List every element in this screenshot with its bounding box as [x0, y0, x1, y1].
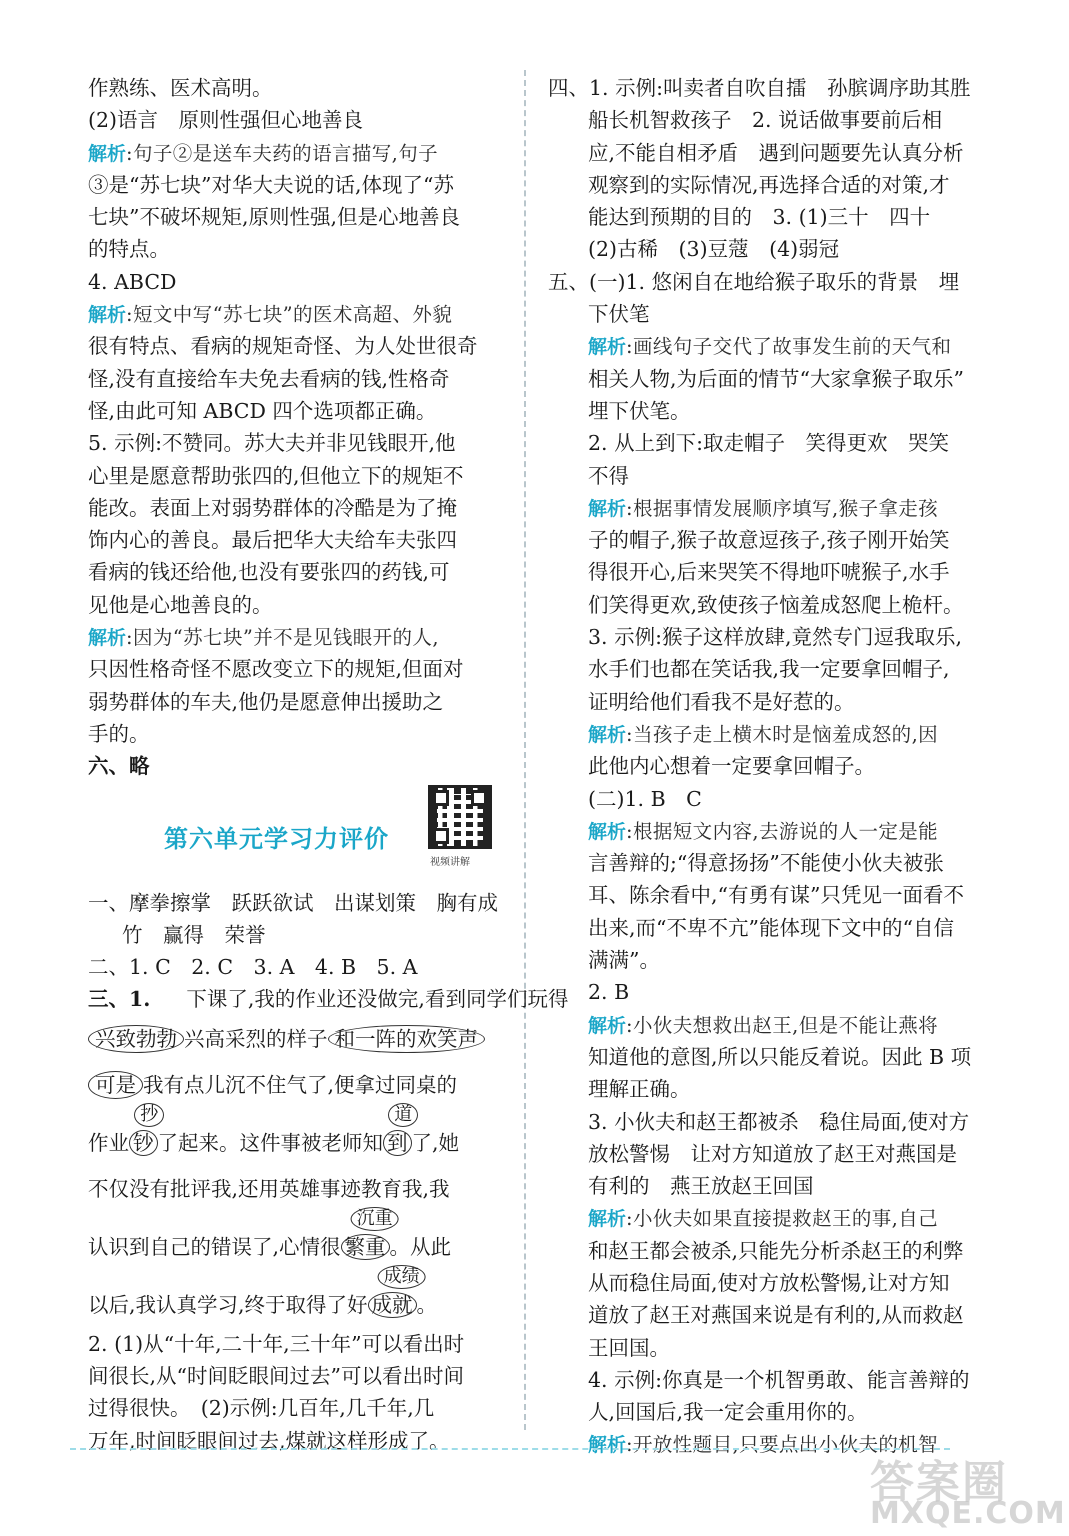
answer-line: 们笑得更欢,致使孩子恼羞成怒爬上桅杆。: [588, 592, 964, 617]
section-1-line-1: [88, 887, 508, 919]
right-answer-lines: [548, 72, 996, 1461]
section-3-q2: [88, 1328, 508, 1457]
section-3-line-7: [88, 1265, 508, 1328]
correction: 道: [388, 1103, 418, 1127]
plain-text: 。: [416, 1292, 438, 1317]
marked-word: [341, 1207, 393, 1260]
section-2: 二、1. C 2. C 3. A 4. B 5. A: [88, 955, 418, 980]
answer-line: 王回国。: [588, 1335, 670, 1360]
answer-line: 放松警惕 让对方知道放了赵王对燕国是: [588, 1141, 957, 1166]
answer-line: 的特点。: [88, 237, 170, 262]
answer-line: (二)1. B C: [588, 786, 702, 811]
answer-line: 3. 小伙夫和赵王都被杀 稳住局面,使对方: [588, 1109, 970, 1134]
answer-line: 知道他的意图,所以只能反着说。因此 B 项: [588, 1044, 972, 1069]
answer-line: ③是“苏七块”对华大夫说的话,体现了“苏: [88, 172, 454, 197]
watermark-logo: 答案圈: [870, 1457, 1008, 1508]
wrong-word: 繁重: [344, 1234, 386, 1259]
analysis-text: :小伙夫想救出赵王,但是不能让燕将: [626, 1013, 939, 1037]
analysis-text: :短文中写“苏七块”的医术高超、外貌: [126, 303, 453, 327]
answer-line: 水手们也都在笑话我,我一定要拿回帽子,: [588, 657, 950, 682]
section-3-line-6: [88, 1207, 508, 1270]
section-3-prefix: 三、1.: [88, 987, 151, 1012]
plain-text: 了,她: [411, 1130, 460, 1155]
answer-line: 见他是心地善良的。: [88, 592, 273, 617]
answer-line: 观察到的实际情况,再选择合适的对策,才: [588, 172, 950, 197]
section-3-line-3: [88, 1062, 508, 1108]
analysis-text: :小伙夫如果直接提救赵王的事,自己: [626, 1207, 939, 1231]
answer-line: 应,不能自相矛盾 遇到问题要先认真分析: [588, 140, 964, 165]
answer-line: 万年,时间眨眼间过去,煤就这样形成了。: [88, 1428, 450, 1453]
answer-line: 船长机智救孩子 2. 说话做事要前后相: [588, 108, 943, 133]
correction: 抄: [134, 1103, 164, 1127]
qr-caption: 视频讲解: [430, 856, 470, 868]
section-3-line-4: [88, 1103, 508, 1166]
marked-word: [383, 1103, 413, 1156]
answer-line: 怪,由此可知 ABCD 四个选项都正确。: [88, 398, 437, 423]
answer-line: 能达到预期的目的 3. (1)三十 四十: [588, 205, 931, 230]
marked-word: [129, 1103, 159, 1156]
answer-line: 证明给他们看我不是好惹的。: [588, 689, 855, 714]
answer-line: 道放了赵王对燕国来说是有利的,从而救赵: [588, 1303, 964, 1328]
answer-line: 相关人物,为后面的情节“大家拿猴子取乐”: [588, 366, 964, 391]
answer-line: 子的帽子,猴子故意逗孩子,孩子刚开始笑: [588, 528, 950, 553]
answer-line: 五、(一)1. 悠闲自在地给猴子取乐的背景 埋: [548, 269, 960, 294]
answer-line: [548, 1202, 996, 1234]
answer-line: 人,回国后,我一定会重用你的。: [588, 1400, 868, 1425]
analysis-text: :根据短文内容,去游说的人一定是能: [626, 819, 939, 843]
answer-line: [88, 621, 508, 653]
analysis-label: 解析: [588, 336, 627, 359]
answer-line: 四、1. 示例:叫卖者自吹自擂 孙膑调序助其胜: [548, 76, 971, 100]
section-3-line-1: [88, 983, 569, 1015]
answer-line: 有利的 燕王放赵王回国: [588, 1174, 814, 1199]
answer-line: 和赵王都会被杀,只能先分析杀赵王的利弊: [588, 1238, 964, 1263]
plain-text: 以后,我认真学习,终于取得了好: [88, 1292, 368, 1317]
wrong-char: 到: [387, 1130, 408, 1155]
answer-line: [548, 718, 996, 750]
analysis-text: :句子②是送车夫药的语言描写,句子: [126, 141, 439, 165]
answer-line: 5. 示例:不赞同。苏大夫并非见钱眼开,他: [88, 431, 456, 456]
answer-line: 作熟练、医术高明。: [88, 76, 273, 100]
correction: 成绩: [378, 1265, 426, 1289]
answer-line: 从而稳住局面,使对方放松警惕,让对方知: [588, 1270, 950, 1295]
answer-line: 怪,没有直接给车夫免去看病的钱,性格奇: [88, 366, 450, 391]
analysis-label: 解析: [588, 1208, 627, 1231]
answer-line: 饰内心的善良。最后把华大夫给车夫张四: [88, 528, 457, 553]
marked-word: 和一阵的欢笑声: [328, 1025, 486, 1053]
section-1-text: 一、摩拳擦掌 跃跃欲试 出谋划策 胸有成: [88, 890, 498, 915]
answer-line: 2. (1)从“十年,二十年,三十年”可以看出时: [88, 1331, 465, 1356]
section-3-line-5: 不仅没有批评我,还用英雄事迹教育我,我: [88, 1176, 450, 1201]
analysis-text: :因为“苏七块”并不是见钱眼开的人,: [126, 626, 439, 650]
analysis-label: 解析: [588, 497, 627, 520]
plain-text: 我有点儿沉不住气了,便拿过同桌的: [143, 1072, 458, 1097]
watermark-url: MXQE.COM: [870, 1496, 1066, 1531]
answer-line: 耳、陈余看中,“有勇有谋”只凭见一面看不: [588, 883, 964, 908]
plain-text: 。从此: [389, 1234, 452, 1259]
answer-line: [88, 298, 508, 330]
answer-line: 4. 示例:你真是一个机智勇敢、能言善辩的: [588, 1367, 970, 1392]
plain-text: 了起来。这件事被老师知: [157, 1130, 383, 1155]
answer-line: 言善辩的;“得意扬扬”不能使小伙夫被张: [588, 851, 944, 876]
answer-line: [548, 1009, 996, 1041]
answer-line: (2)语言 原则性强但心地善良: [88, 108, 364, 133]
answer-line: [548, 330, 996, 362]
unit-title: 第六单元学习力评价: [164, 824, 389, 853]
plain-text: 作业: [88, 1130, 129, 1155]
column-divider: [524, 70, 526, 1430]
answer-line: 不得: [588, 463, 629, 488]
answer-line: 心里是愿意帮助张四的,但他立下的规矩不: [88, 463, 464, 488]
answer-line: 埋下伏笔。: [588, 398, 691, 423]
right-column: [548, 72, 996, 1461]
answer-line: 得很开心,后来哭笑不得地吓唬猴子,水手: [588, 560, 950, 585]
answer-line: [88, 137, 508, 169]
analysis-label: 解析: [88, 142, 127, 165]
answer-line: 下伏笔: [588, 302, 650, 327]
answer-line: 3. 示例:猴子这样放肆,竟然专门逗我取乐,: [588, 625, 963, 650]
marked-word: 兴致勃勃: [88, 1025, 184, 1053]
section-3-line-2: [88, 1016, 508, 1062]
answer-line: 此他内心想着一定要拿回帽子。: [588, 754, 875, 779]
answer-line: 间很长,从“时间眨眼间过去”可以看出时间: [88, 1364, 464, 1389]
left-column: [88, 72, 569, 1457]
answer-line: 2. B: [588, 980, 630, 1005]
section-1-line-2: 竹 赢得 荣誉: [122, 922, 266, 947]
unit-title-block: [88, 783, 508, 887]
section-6: 六、略: [88, 754, 150, 779]
plain-text: 认识到自己的错误了,心情很: [88, 1234, 341, 1259]
plain-text: 兴高采烈的样子: [184, 1026, 328, 1051]
answer-line: 七块”不破坏规矩,原则性强,但是心地善良: [88, 205, 461, 230]
answer-line: [548, 815, 996, 847]
answer-line: 弱势群体的车夫,他仍是愿意伸出援助之: [88, 689, 444, 714]
answer-line: 理解正确。: [588, 1077, 691, 1102]
analysis-text: :画线句子交代了故事发生前的天气和: [626, 335, 952, 359]
analysis-label: 解析: [588, 1434, 627, 1457]
section-3-text: 下课了,我的作业还没做完,看到同学们玩得: [186, 987, 569, 1012]
analysis-text: :开放性题目,只要点出小伙夫的机智: [626, 1433, 939, 1457]
qr-code-icon[interactable]: [428, 785, 492, 849]
wrong-word: 成就: [371, 1292, 413, 1317]
answer-line: (2)古稀 (3)豆蔻 (4)弱冠: [588, 237, 840, 262]
marked-word: 可是: [88, 1071, 143, 1099]
left-answer-lines: [88, 72, 508, 750]
answer-line: 4. ABCD: [88, 269, 177, 294]
answer-line: 满满”。: [588, 948, 660, 973]
footer-divider: [70, 1448, 950, 1450]
answer-line: [548, 492, 996, 524]
answer-line: 过得很快。 (2)示例:几百年,几千年,几: [88, 1396, 435, 1421]
analysis-text: :根据事情发展顺序填写,猴子拿走孩: [626, 496, 939, 520]
analysis-label: 解析: [88, 304, 127, 327]
analysis-text: :当孩子走上横木时是恼羞成怒的,因: [626, 722, 939, 746]
correction: 沉重: [351, 1207, 399, 1231]
wrong-char: 钞: [133, 1130, 154, 1155]
answer-line: 只因性格奇怪不愿改变立下的规矩,但面对: [88, 657, 464, 682]
answer-line: 2. 从上到下:取走帽子 笑得更欢 哭笑: [588, 431, 949, 456]
answer-line: 出来,而“不卑不亢”能体现下文中的“自信: [588, 915, 954, 940]
analysis-label: 解析: [588, 820, 627, 843]
answer-line: 看病的钱还给他,也没有要张四的药钱,可: [88, 560, 450, 585]
analysis-label: 解析: [588, 1014, 627, 1037]
analysis-label: 解析: [88, 627, 127, 650]
answer-line: 能改。表面上对弱势群体的冷酷是为了掩: [88, 495, 457, 520]
marked-word: [368, 1265, 420, 1318]
analysis-label: 解析: [588, 723, 627, 746]
answer-line: 很有特点、看病的规矩奇怪、为人处世很奇: [88, 334, 478, 359]
answer-line: 手的。: [88, 721, 150, 746]
